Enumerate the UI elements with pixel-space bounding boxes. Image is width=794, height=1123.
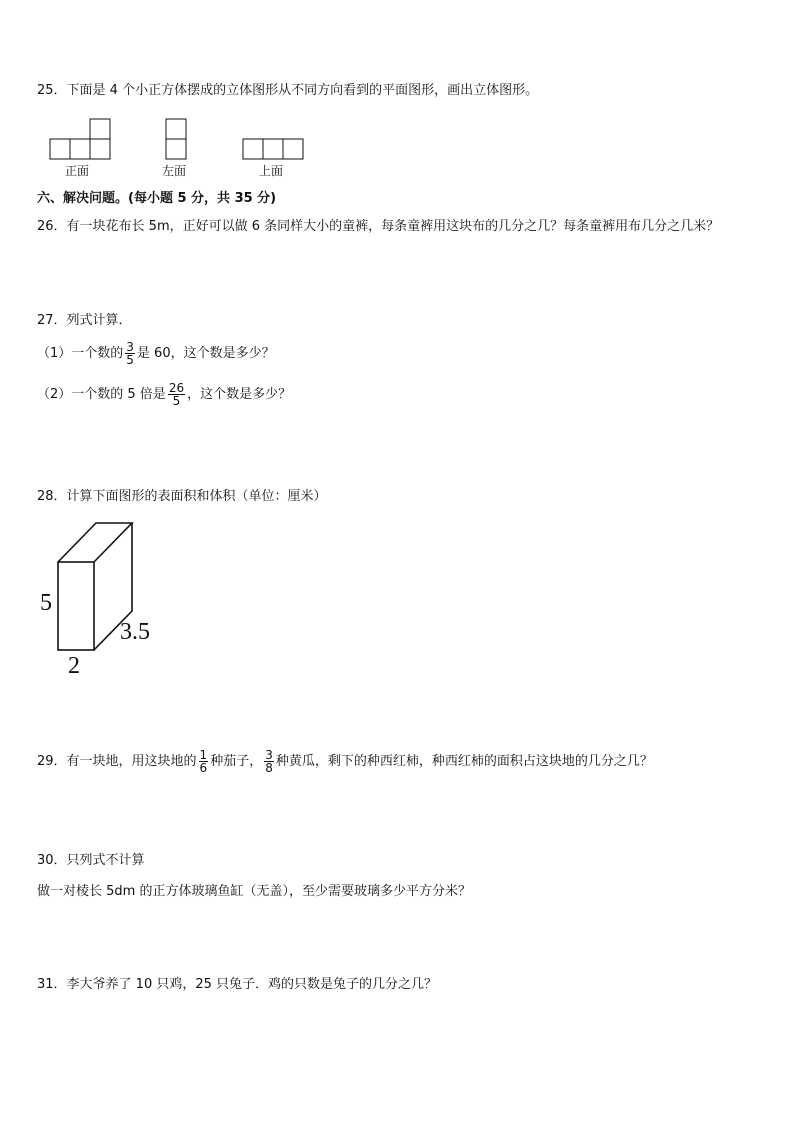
q27-p1-prefix: （1）一个数的 <box>37 346 124 361</box>
fraction-numerator: 1 <box>199 748 208 762</box>
question-29 <box>37 749 653 775</box>
fraction-denominator: 8 <box>265 761 273 775</box>
question-30-body <box>37 883 471 901</box>
top-view-label: 上面 <box>259 164 284 178</box>
fraction-one-sixth <box>199 749 209 774</box>
fraction-denominator: 6 <box>199 761 208 775</box>
width-label: 2 <box>68 653 80 679</box>
three-views-figure <box>48 118 308 180</box>
section-6-heading <box>37 190 276 208</box>
fraction-three-fifths <box>125 341 135 366</box>
question-25-text: 25．下面是 4 个小正方体摆成的立体图形从不同方向看到的平面图形，画出立体图形。 <box>37 83 539 98</box>
cuboid-drawing <box>36 515 166 685</box>
depth-label: 3.5 <box>120 619 150 645</box>
top-view <box>243 139 303 159</box>
question-28 <box>37 488 327 506</box>
fraction-numerator: 26 <box>168 381 185 395</box>
question-30-title-text: 30．只列式不计算 <box>37 853 145 868</box>
fraction-denominator: 5 <box>172 394 181 408</box>
three-views-drawing <box>48 118 308 163</box>
cuboid-figure <box>36 515 166 685</box>
left-view <box>166 119 186 159</box>
fraction-three-eighths <box>264 749 274 774</box>
question-30-title <box>37 852 145 870</box>
question-27-part-1 <box>37 341 275 367</box>
front-view <box>50 119 110 159</box>
height-label: 5 <box>40 590 52 616</box>
fraction-twenty-six-fifths <box>168 382 185 407</box>
q29-middle: 种茄子， <box>210 754 263 769</box>
fraction-numerator: 3 <box>265 748 273 762</box>
front-view-label: 正面 <box>65 164 90 178</box>
q29-suffix: 种黄瓜，剩下的种西红柿，种西红柿的面积占这块地的几分之几？ <box>275 754 653 769</box>
q27-p2-suffix: ，这个数是多少？ <box>187 387 292 402</box>
question-31-text: 31．李大爷养了 10 只鸡，25 只兔子．鸡的只数是兔子的几分之几？ <box>37 977 438 992</box>
question-28-text: 28．计算下面图形的表面积和体积（单位：厘米） <box>37 489 327 504</box>
question-31 <box>37 976 437 994</box>
section-6-title: 六、解决问题。(每小题 5 分，共 35 分) <box>37 191 277 206</box>
question-25 <box>37 82 538 100</box>
question-26-text: 26．有一块花布长 5m，正好可以做 6 条同样大小的童裤，每条童裤用这块布的几分之几？每条童裤用布几分之几米？ <box>37 219 720 234</box>
question-27-title <box>37 312 132 330</box>
q29-prefix: 29．有一块地，用这块地的 <box>37 754 197 769</box>
question-27-title-text: 27．列式计算． <box>37 313 132 328</box>
question-27-part-2 <box>37 382 291 408</box>
q27-p2-prefix: （2）一个数的 5 倍是 <box>37 387 166 402</box>
left-view-label: 左面 <box>162 164 187 178</box>
q27-p1-suffix: 是 60，这个数是多少？ <box>136 346 275 361</box>
fraction-denominator: 5 <box>126 353 134 367</box>
fraction-numerator: 3 <box>126 340 134 354</box>
question-26 <box>37 218 719 236</box>
question-30-text: 做一对棱长 5dm 的正方体玻璃鱼缸（无盖），至少需要玻璃多少平方分米？ <box>37 884 471 899</box>
